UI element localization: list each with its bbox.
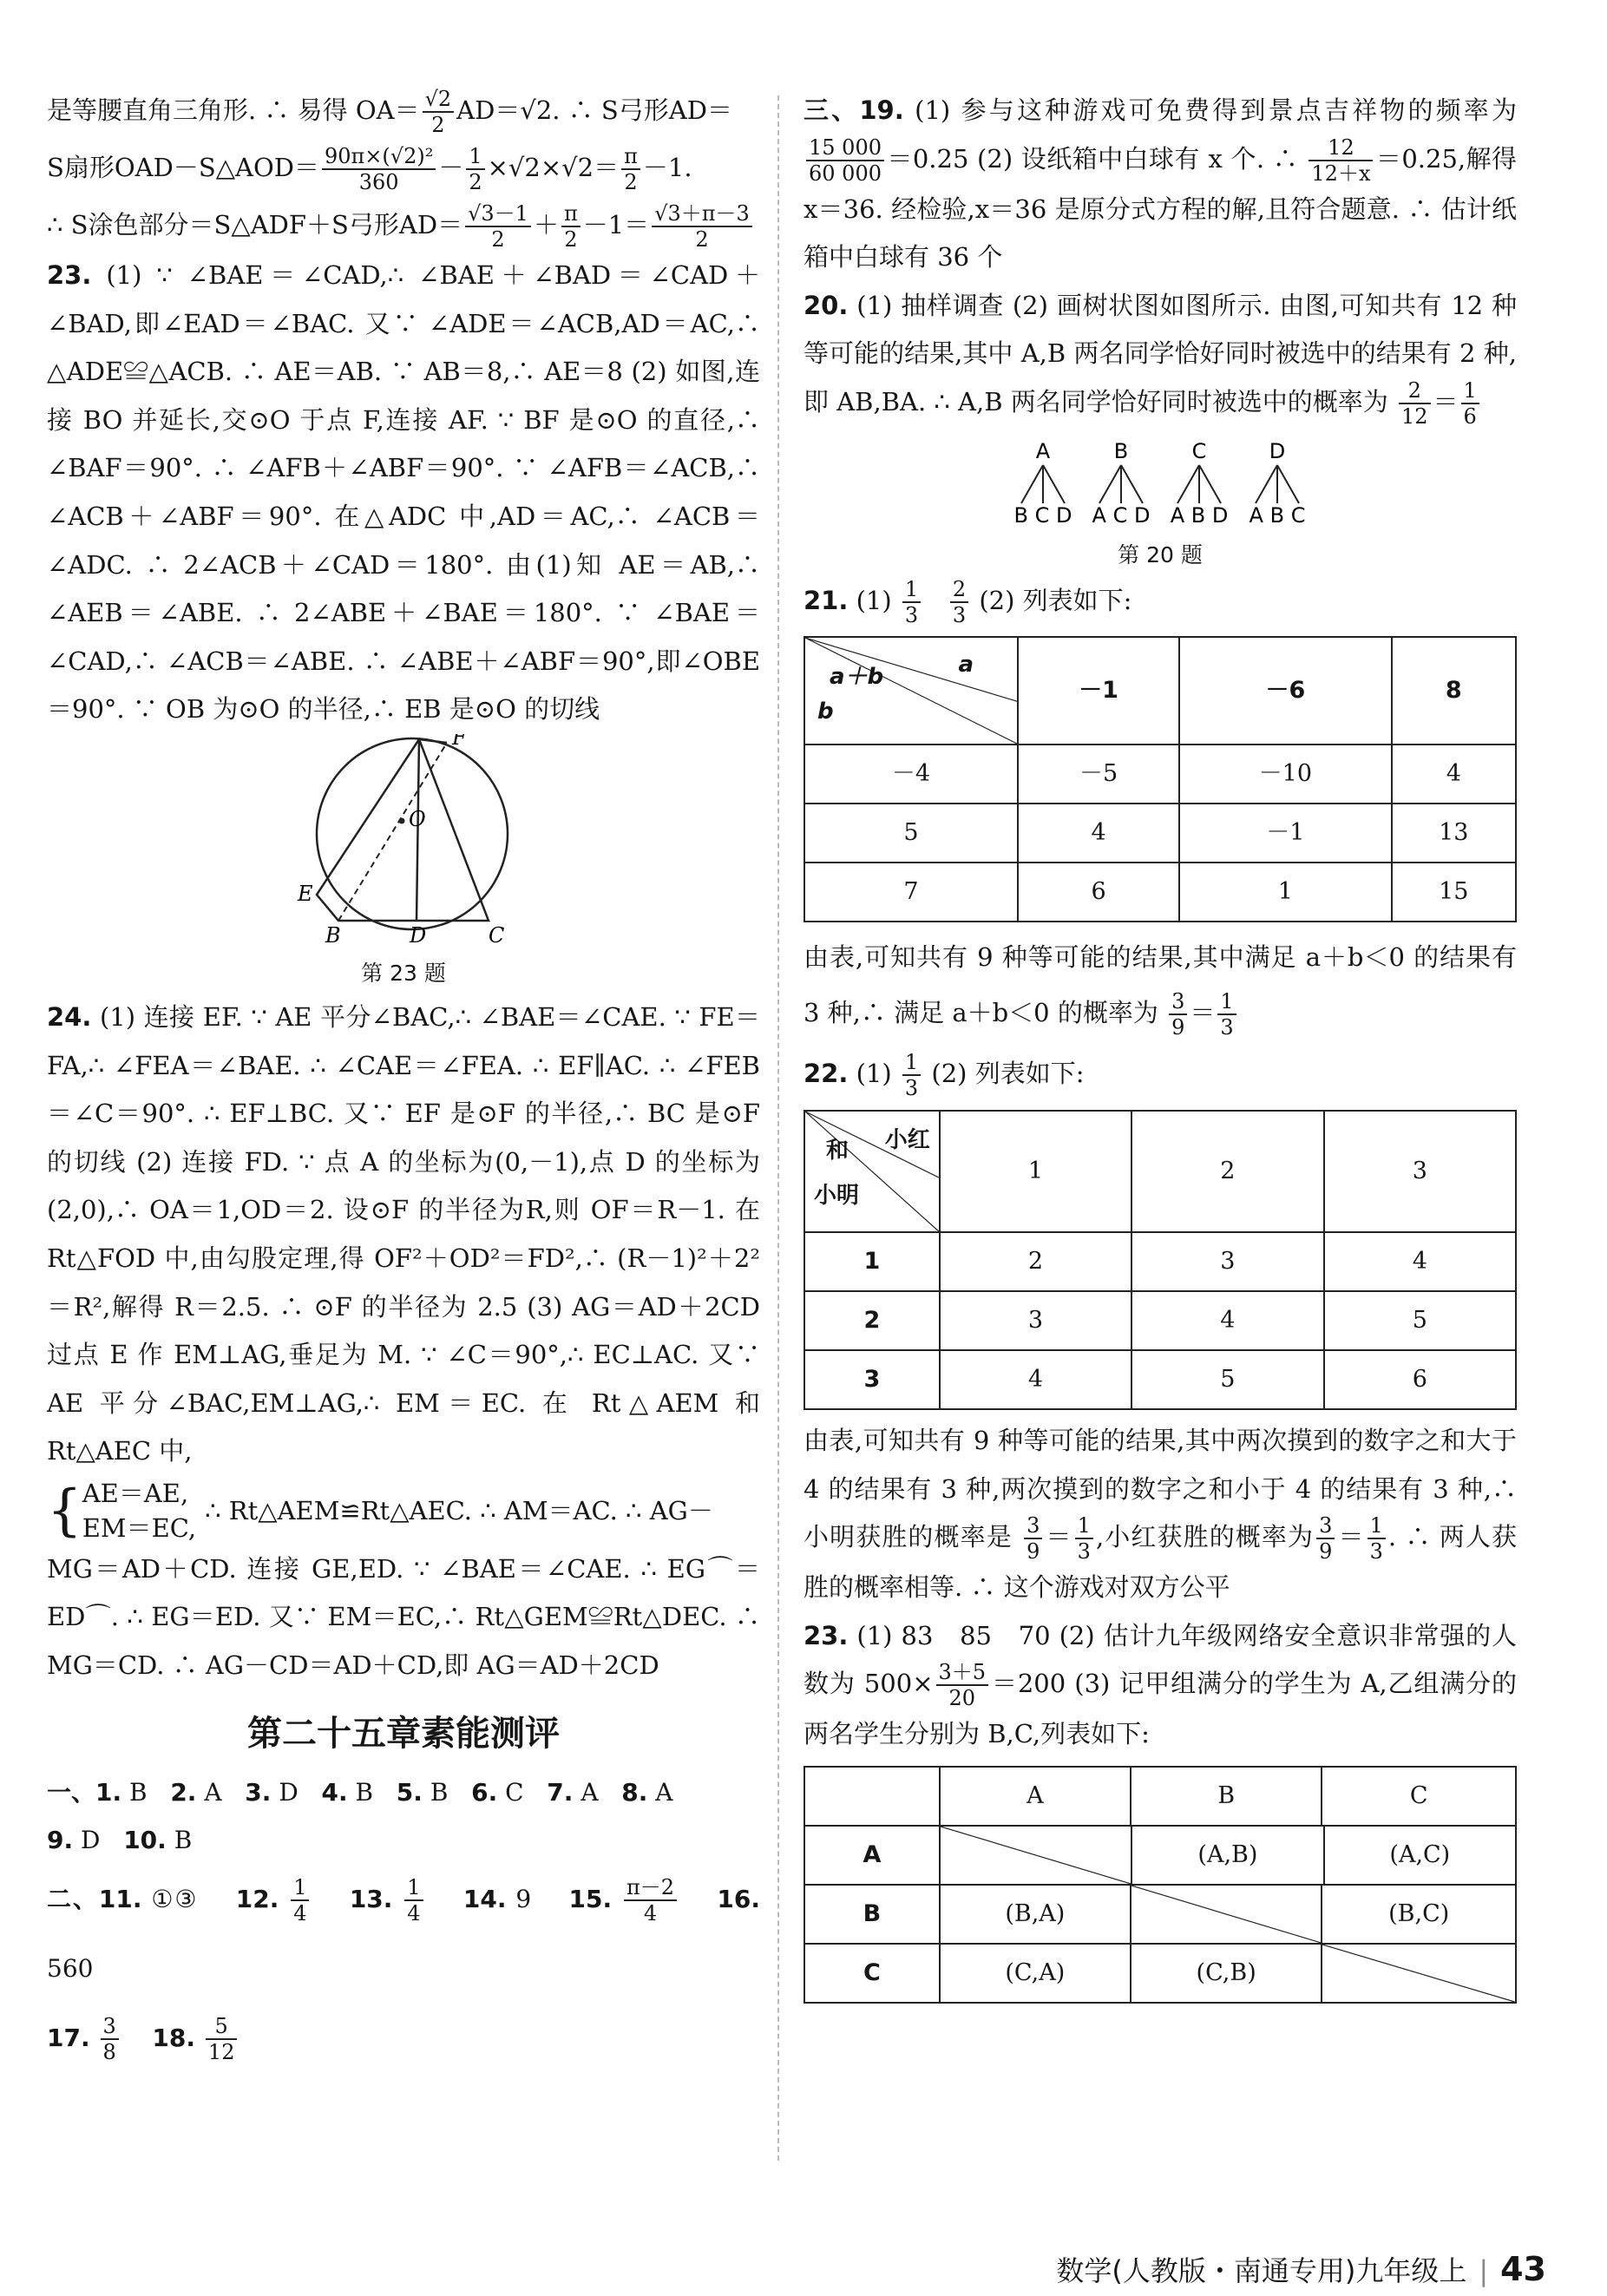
label-D: D [410, 922, 427, 948]
table-row [804, 1826, 1516, 1885]
fraction [902, 577, 921, 627]
label-B: B [325, 922, 341, 948]
den: 2 [491, 227, 505, 252]
corner-left: 和 [826, 1137, 849, 1164]
fraction [621, 144, 640, 194]
cell: －5 [1018, 745, 1179, 804]
num: 3 [101, 2014, 119, 2040]
fraction [902, 1050, 921, 1100]
label-A [414, 734, 430, 739]
corner-top: 小红 [884, 1126, 930, 1153]
cell: 7 [804, 863, 1018, 922]
den: 9 [1319, 1539, 1333, 1565]
a: A [655, 1777, 673, 1807]
question-number: 23. [804, 1620, 849, 1650]
fraction [1399, 378, 1431, 429]
question-number: 20. [804, 290, 849, 320]
cell: 5 [804, 804, 1018, 863]
fraction [404, 1875, 423, 1925]
num: 3 [1024, 1513, 1042, 1539]
fraction [466, 144, 484, 194]
corner-top: a [958, 651, 974, 678]
n: 14. [462, 1884, 507, 1913]
table-row [804, 804, 1516, 863]
text: 由表,可知共有 9 种等可能的结果,其中两次摸到的数字之和大于 4 的结果有 3 种,两次摸到的数字之和小于 4 的结果有 3 种,∴ 小明获胜的概率是 [804, 1425, 1517, 1552]
text: ×√2×√2＝ [487, 153, 620, 182]
n: 4. [321, 1777, 348, 1807]
col-header: 3 [1324, 1111, 1516, 1232]
system-line: AE＝AE, [82, 1478, 189, 1508]
fraction [206, 2014, 238, 2064]
text: (1) [856, 1058, 892, 1088]
n: 5. [396, 1777, 423, 1807]
tree-leaves: B C D [1013, 502, 1072, 528]
num: π－2 [624, 1875, 677, 1901]
table-21 [804, 636, 1517, 922]
question-21-after: 由表,可知共有 9 种等可能的结果,其中满足 a＋b＜0 的结果有 3 种,∴ 满足 a＋b＜0 的概率为 $\frac{3}{9}$ ＝ $\frac{1}{3}$ [804, 941, 1517, 1040]
row-header: B [804, 1885, 940, 1944]
table-22 [804, 1110, 1517, 1410]
num: 1 [902, 577, 921, 603]
tree-leaves: A B C [1249, 502, 1306, 528]
cell: 4 [1018, 804, 1179, 863]
n: 2. [170, 1777, 197, 1807]
fraction [936, 1660, 989, 1710]
fraction [291, 1875, 309, 1925]
section-label: 三、 [804, 95, 860, 125]
question-number: 22. [804, 1058, 849, 1088]
corner-cell [804, 637, 1018, 745]
question-number: 24. [47, 1001, 92, 1032]
question-19 [804, 87, 1517, 282]
den: 3 [1220, 1014, 1234, 1040]
n: 13. [349, 1884, 393, 1913]
n: 11. [98, 1884, 142, 1913]
cell: －4 [804, 745, 1018, 804]
text: (1) 抽样调查 (2) 画树状图如图所示. 由图,可知共有 12 种等可能的结果,其中 A,B 两名同学恰好同时被选中的结果有 2 种,即 AB,BA. ∴ A,B 两名同学恰好同时被选中的概率为 [804, 290, 1518, 417]
text: (1) [856, 585, 892, 615]
text: － [438, 153, 464, 182]
num: 1 [1368, 1513, 1386, 1539]
section-label: 二、 [47, 1884, 99, 1913]
n: 18. [152, 2023, 196, 2052]
tree-root: D [1269, 438, 1286, 463]
system-line: EM＝EC, [82, 1512, 197, 1543]
n: 8. [621, 1777, 648, 1807]
num: 15 000 [806, 135, 884, 161]
den: 20 [948, 1686, 976, 1711]
num: 90π×(√2)² [322, 144, 436, 170]
den: 8 [102, 2040, 116, 2065]
page-number: 43 [1500, 2250, 1546, 2288]
row-header: 2 [804, 1291, 940, 1350]
col-header: B [1131, 1767, 1322, 1826]
text: ＋ [533, 210, 559, 239]
fraction [1368, 1513, 1386, 1564]
corner-left: a＋b [830, 663, 884, 690]
cell: (C,A) [940, 1944, 1131, 2003]
diag-cell [1131, 1885, 1322, 1944]
den: 3 [904, 1075, 919, 1100]
equation-system [47, 1476, 760, 1545]
col-header: C [1322, 1767, 1516, 1826]
question-24 [47, 994, 760, 1476]
a: D [81, 1826, 101, 1855]
footer-label: 数学(人教版・南通专用)九年级上 [1056, 2254, 1467, 2287]
q22-continuation-line2 [47, 144, 760, 194]
num: 5 [206, 2014, 238, 2040]
n: 9. [47, 1826, 74, 1855]
a: D [279, 1777, 298, 1807]
text: ＝0.25 (2) 设纸箱中白球有 x 个. ∴ [886, 143, 1298, 174]
question-23-right [804, 1612, 1517, 1759]
text: ,小红获胜的概率为 [1095, 1522, 1315, 1552]
cell: 13 [1392, 804, 1516, 863]
text: ∴ Rt△AEM≌Rt△AEC. ∴ AM＝AC. ∴ AG－ [205, 1495, 713, 1525]
a: A [204, 1777, 222, 1807]
text: AD＝√2. ∴ S弓形AD＝ [456, 95, 732, 125]
col-header: 1 [940, 1111, 1131, 1232]
diag-row [940, 1826, 1516, 1885]
num: 1 [291, 1875, 309, 1901]
cell: 4 [1324, 1232, 1516, 1291]
figure-caption: 第 20 题 [1118, 541, 1203, 567]
fraction [1075, 1513, 1093, 1564]
den: 12＋x [1311, 161, 1371, 186]
cell: 3 [940, 1291, 1131, 1350]
n: 12. [235, 1884, 279, 1913]
cell: 4 [1392, 745, 1516, 804]
n: 10. [123, 1826, 167, 1855]
tree-leaves: A C D [1092, 502, 1151, 528]
fraction [101, 2014, 119, 2064]
fraction [806, 135, 884, 186]
num: 1 [1217, 989, 1236, 1015]
num: 2 [950, 577, 968, 603]
num: √2 [423, 87, 455, 113]
q22-continuation-line1 [47, 87, 760, 137]
fraction [465, 201, 531, 252]
text: －1＝ [582, 210, 650, 239]
table-row [804, 1350, 1516, 1409]
text: ＝0.25,解得 x＝36. 经检验,x＝36 是原分式方程的解,且符合题意. ∴ 估计纸箱中白球有 36 个 [804, 143, 1517, 272]
cell: 5 [1324, 1291, 1516, 1350]
text: －1. [642, 153, 692, 182]
num: 1 [404, 1875, 423, 1901]
tree-root: A [1035, 438, 1051, 463]
den: 4 [293, 1901, 307, 1926]
den: 12 [207, 2040, 235, 2065]
num: 12 [1309, 135, 1373, 161]
fraction [1316, 1513, 1335, 1564]
n: 17. [47, 2023, 90, 2052]
column-divider [777, 95, 779, 2161]
den: 9 [1171, 1014, 1185, 1040]
a: ①③ [151, 1884, 199, 1913]
answer-text: MG＝AD＋CD. 连接 GE,ED. ∵ ∠BAE＝∠CAE. ∴ EG⌒＝ED⌒. ∴ EG＝ED. 又∵ EM＝EC,∴ Rt△GEM≌Rt△DEC. ∴ MG＝CD. ∴ AG－CD＝AD＋CD,即 AG＝AD＋2CD [47, 1553, 760, 1681]
footer-separator: | [1479, 2254, 1489, 2287]
num: 2 [1399, 378, 1431, 404]
den: 6 [1463, 403, 1477, 429]
fraction [950, 577, 968, 627]
row-header: A [804, 1826, 940, 1885]
n: 15. [568, 1884, 613, 1913]
cell: 6 [1018, 863, 1179, 922]
cell: (C,B) [1131, 1944, 1322, 2003]
section-label: 一、 [47, 1777, 96, 1807]
fill-answers-2 [47, 2004, 760, 2073]
fraction [624, 1875, 677, 1925]
table-row [804, 745, 1516, 804]
den: 3 [952, 602, 967, 627]
label-O: O [409, 806, 426, 831]
question-24-cont [47, 1545, 760, 1690]
q22-continuation-line3 [47, 201, 760, 252]
n: 16. [717, 1884, 760, 1913]
cell: 6 [1324, 1350, 1516, 1409]
text: ＝200 (3) 记甲组满分的学生为 A,乙组满分的两名学生分别为 B,C,列表如下: [804, 1669, 1518, 1749]
cell: (A,B) [1132, 1827, 1324, 1884]
corner-bottom: b [817, 699, 834, 725]
question-21 [804, 570, 1517, 631]
label-E: E [298, 881, 313, 906]
a: B [174, 1826, 193, 1855]
a: B [355, 1777, 374, 1807]
den: 12 [1400, 403, 1428, 429]
brace: { [47, 1478, 82, 1543]
den: 2 [624, 170, 638, 194]
answer-text: (1) 连接 EF. ∵ AE 平分∠BAC,∴ ∠BAE＝∠CAE. ∵ FE＝FA,∴ ∠FEA＝∠BAE. ∴ ∠CAE＝∠FEA. ∴ EF∥AC. ∴ ∠FEB＝∠C＝90°. ∴ EF⊥BC. 又∵ EF 是⊙F 的半径,∴ BC 是⊙F 的切线 (2) 连接 FD. ∵ 点 A 的坐标为(0,－1),点 D 的坐标为(2,0),∴ OA＝1,OD＝2. 设⊙F 的半径为R,则 OF＝R－1. 在 Rt△FOD 中,由勾股定理,得 OF²＋OD²＝FD²,∴ (R－1)²＋2²＝R²,解得 R＝2.5. ∴ ⊙F 的半径为 2.5 (3) AG＝AD＋2CD 过点 E 作 EM⊥AG,垂足为 M. ∵ ∠C＝90°,∴ EC⊥AC. 又∵ AE 平分∠BAC,EM⊥AG,∴ EM＝EC. 在 Rt△AEM 和 Rt△AEC 中, [47, 1001, 761, 1466]
a: A [580, 1777, 599, 1807]
circle-geometry-figure [273, 734, 534, 951]
num: 1 [902, 1050, 921, 1076]
multiple-choice-answers-2 [47, 1816, 760, 1865]
den: 4 [643, 1901, 658, 1926]
num: √3＋π－3 [652, 201, 752, 227]
fraction [1024, 1513, 1042, 1564]
den: 9 [1027, 1539, 1040, 1565]
a: 560 [47, 1953, 94, 1983]
cell: 1 [1179, 863, 1391, 922]
fraction [1217, 989, 1236, 1040]
num: π [621, 144, 640, 170]
cell: 2 [940, 1232, 1131, 1291]
den: 3 [904, 602, 919, 627]
a: B [129, 1777, 148, 1807]
fraction [1461, 378, 1479, 429]
cell: (B,C) [1322, 1885, 1516, 1944]
left-column [47, 87, 760, 2073]
den: 3 [1077, 1539, 1091, 1565]
text: (2) 列表如下: [979, 585, 1132, 615]
num: 1 [1461, 378, 1479, 404]
figure-23 [47, 734, 760, 988]
fraction [1309, 135, 1373, 186]
num: 3 [1316, 1513, 1335, 1539]
label-C: C [489, 922, 505, 948]
text: (1) 参与这种游戏可免费得到景点吉祥物的频率为 [915, 95, 1517, 125]
corner-cell [804, 1767, 940, 1826]
n: 6. [471, 1777, 498, 1807]
fraction [322, 144, 436, 194]
cell: 5 [1131, 1350, 1323, 1409]
text: ∴ S涂色部分＝S△ADF＋S弓形AD＝ [47, 210, 463, 239]
den: 4 [407, 1901, 421, 1926]
question-number: 21. [804, 585, 849, 615]
n: 1. [95, 1777, 122, 1807]
den: 3 [1369, 1539, 1383, 1565]
cell: 4 [1131, 1291, 1323, 1350]
question-22 [804, 1040, 1517, 1106]
answer-text: (1) ∵ ∠BAE＝∠CAD,∴ ∠BAE＋∠BAD＝∠CAD＋∠BAD,即∠EAD＝∠BAC. 又∵ ∠ADE＝∠ACB,AD＝AC,∴ △ADE≌△ACB. ∴ AE＝AB. ∵ AB＝8,∴ AE＝8 (2) 如图,连接 BO 并延长,交⊙O 于点 F,连接 AF. ∵ BF 是⊙O 的直径,∴ ∠BAF＝90°. ∴ ∠AFB＋∠ABF＝90°. ∵ ∠AFB＝∠ACB,∴ ∠ACB＋∠ABF＝90°. 在△ADC 中,AD＝AC,∴ ∠ACB＝∠ADC. ∴ 2∠ACB＋∠CAD＝180°. 由(1)知 AE＝AB,∴ ∠AEB＝∠ABE. ∴ 2∠ABE＋∠BAE＝180°. ∵ ∠BAE＝∠CAD,∴ ∠ACB＝∠ABE. ∴ ∠ABE＋∠ABF＝90°,即∠OBE＝90°. ∵ OB 为⊙O 的半径,∴ EB 是⊙O 的切线 [47, 260, 761, 725]
table-23 [804, 1766, 1517, 2004]
den: 2 [469, 170, 482, 194]
question-number: 23. [47, 260, 92, 290]
col-header: －1 [1018, 637, 1179, 745]
col-header: A [940, 1767, 1131, 1826]
row-header: 1 [804, 1232, 940, 1291]
table-row [804, 1291, 1516, 1350]
tree-diagram [1004, 437, 1316, 533]
cell: 15 [1392, 863, 1516, 922]
fraction [652, 201, 752, 252]
text: 是等腰直角三角形. ∴ 易得 OA＝ [47, 95, 420, 125]
text: (1) 83 85 70 (2) 估计九年级网络安全意识非常强的人数为 500× [804, 1620, 1517, 1699]
col-header: 2 [1131, 1111, 1323, 1232]
n: 3. [245, 1777, 272, 1807]
a: C [505, 1777, 524, 1807]
den: 60 000 [809, 161, 882, 186]
num: 1 [1075, 1513, 1093, 1539]
row-header: 3 [804, 1350, 940, 1409]
figure-20-tree [804, 437, 1517, 570]
label-F: F [452, 733, 467, 750]
num: 3 [1169, 989, 1187, 1015]
question-22-after: 由表,可知共有 9 种等可能的结果,其中两次摸到的数字之和大于 4 的结果有 3 种,两次摸到的数字之和小于 4 的结果有 3 种,∴ 小明获胜的概率是 $\frac{3}{9}$ ＝ $\frac{1}{3}$ ,小红获胜的概率为 $\frac{3}{9}$ ＝ $\frac{1}{3}$ . ∴ 两人获胜的概率相等. ∴ 这个游戏对双方公平 [804, 1425, 1517, 1603]
a: 9 [515, 1884, 532, 1913]
col-header: －6 [1179, 637, 1391, 745]
question-23 [47, 252, 760, 734]
tree-root: C [1191, 438, 1207, 463]
num: 3＋5 [936, 1660, 989, 1686]
den: 360 [358, 170, 399, 194]
tree-leaves: A B D [1170, 502, 1229, 528]
den: 2 [431, 113, 445, 137]
cell: 3 [1131, 1232, 1323, 1291]
text: . ∴ 两人获胜的概率相等. ∴ 这个游戏对双方公平 [804, 1522, 1517, 1603]
cell: －10 [1179, 745, 1391, 804]
col-header: 8 [1392, 637, 1516, 745]
chapter-title: 第二十五章素能测评 [247, 1713, 560, 1754]
num: π [561, 201, 580, 227]
table-row [804, 1232, 1516, 1291]
page-footer [1056, 2249, 1546, 2289]
fraction [423, 87, 455, 137]
cell: (B,A) [940, 1885, 1131, 1944]
corner-bottom: 小明 [814, 1183, 860, 1210]
question-number: 19. [859, 95, 904, 125]
text: 由表,可知共有 9 种等可能的结果,其中满足 a＋b＜0 的结果有 3 种,∴ 满足 a＋b＜0 的概率为 [804, 941, 1517, 1027]
tree-root: B [1113, 438, 1129, 463]
a: B [430, 1777, 449, 1807]
num: √3－1 [465, 201, 531, 227]
den: 2 [695, 227, 709, 252]
n: 7. [547, 1777, 574, 1807]
table-row [804, 1885, 1516, 1944]
fraction [561, 201, 580, 252]
table-row [804, 863, 1516, 922]
right-column [804, 87, 1517, 2004]
den: 2 [564, 227, 578, 252]
text: (2) 列表如下: [931, 1058, 1085, 1088]
fill-answers [47, 1865, 760, 2004]
diag-cell [1322, 1944, 1516, 2003]
multiple-choice-answers [47, 1768, 760, 1817]
figure-caption: 第 23 题 [361, 960, 446, 986]
fraction [1169, 989, 1187, 1040]
num: 1 [466, 144, 484, 170]
cell: 4 [940, 1350, 1131, 1409]
table-row [804, 1944, 1516, 2003]
cell: (A,C) [1389, 1841, 1451, 1869]
corner-cell [804, 1111, 940, 1232]
question-20: 20. (1) 抽样调查 (2) 画树状图如图所示. 由图,可知共有 12 种等可能的结果,其中 A,B 两名同学恰好同时被选中的结果有 2 种,即 AB,BA. ∴ A,B 两名同学恰好同时被选中的概率为 $\frac{2}{12}$ ＝ $\frac{1}{6}$ [804, 290, 1518, 429]
text: S扇形OAD－S△AOD＝ [47, 153, 319, 182]
cell: －1 [1179, 804, 1391, 863]
row-header: C [804, 1944, 940, 2003]
